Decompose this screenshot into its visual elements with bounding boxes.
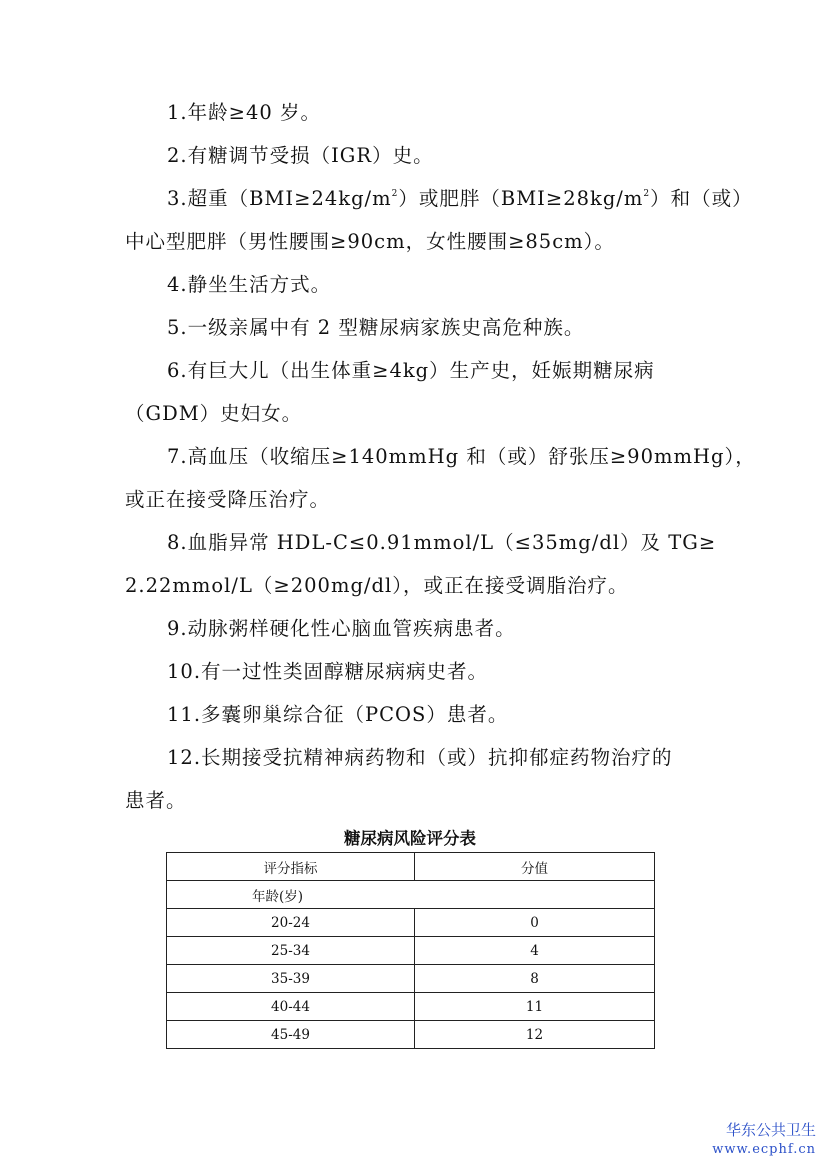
superscript: 2: [643, 189, 651, 199]
group-label: 年龄(岁): [167, 881, 655, 909]
item-text: 2.有糖调节受损（IGR）史。: [167, 144, 434, 167]
age-range-cell: 20-24: [167, 909, 415, 937]
list-item: [167, 694, 697, 736]
item-text: 10.有一过性类固醇糖尿病病史者。: [167, 660, 489, 683]
item-text: 中心型肥胖（男性腰围≥90cm，女性腰围≥85cm）。: [125, 230, 615, 253]
list-item: [167, 178, 753, 220]
item-text: 2.22mmol/L（≥200mg/dl），或正在接受调脂治疗。: [125, 574, 629, 597]
list-item-continuation: [125, 780, 695, 822]
item-text: ）和（或）: [650, 187, 753, 210]
item-text: 或正在接受降压治疗。: [125, 488, 331, 511]
age-range-cell: 35-39: [167, 965, 415, 993]
watermark-name: 华东公共卫生: [725, 1121, 816, 1139]
table-group-row: [167, 881, 655, 909]
item-text: 5.一级亲属中有 2 型糖尿病家族史高危种族。: [167, 316, 585, 339]
header-score: 分值: [415, 853, 655, 881]
score-cell: 0: [415, 909, 655, 937]
item-text: 7.高血压（收缩压≥140mmHg 和（或）舒张压≥90mmHg），: [167, 445, 756, 468]
item-text: 12.长期接受抗精神病药物和（或）抗抑郁症药物治疗的: [167, 746, 673, 769]
list-item: [167, 737, 697, 779]
age-range-cell: 25-34: [167, 937, 415, 965]
item-text: 1.年龄≥40 岁。: [167, 101, 321, 124]
watermark-url: www.ecphf.cn: [712, 1142, 816, 1157]
item-text: 11.多囊卵巢综合征（PCOS）患者。: [167, 703, 509, 726]
list-item: [167, 522, 717, 564]
score-cell: 11: [415, 993, 655, 1021]
table-row: [167, 993, 655, 1021]
list-item: [167, 651, 697, 693]
list-item: [167, 92, 697, 134]
list-item-continuation: [125, 393, 695, 435]
item-text: 患者。: [125, 789, 187, 812]
risk-score-table: [166, 852, 655, 1049]
list-item: [167, 264, 697, 306]
list-item: [167, 436, 756, 478]
site-watermark: [712, 1120, 816, 1160]
item-text: 3.超重（BMI≥24kg/m: [167, 187, 392, 210]
score-cell: 8: [415, 965, 655, 993]
table-title: 糖尿病风险评分表: [344, 829, 476, 848]
header-indicator: 评分指标: [167, 853, 415, 881]
item-text: （GDM）史妇女。: [125, 402, 303, 425]
table-header-row: [167, 853, 655, 881]
table-row: [167, 909, 655, 937]
item-text: 9.动脉粥样硬化性心脑血管疾病患者。: [167, 617, 516, 640]
item-text: 6.有巨大儿（出生体重≥4kg）生产史，妊娠期糖尿病: [167, 359, 655, 382]
table-row: [167, 1021, 655, 1049]
list-item: [167, 608, 697, 650]
item-text: ）或肥胖（BMI≥28kg/m: [398, 187, 644, 210]
list-item-continuation: [125, 479, 695, 521]
superscript: 2: [391, 189, 399, 199]
list-item: [167, 307, 697, 349]
item-text: 4.静坐生活方式。: [167, 273, 332, 296]
list-item-continuation: [125, 565, 695, 607]
age-range-cell: 45-49: [167, 1021, 415, 1049]
table-row: [167, 937, 655, 965]
score-cell: 12: [415, 1021, 655, 1049]
age-range-cell: 40-44: [167, 993, 415, 1021]
list-item: [167, 135, 697, 177]
score-cell: 4: [415, 937, 655, 965]
list-item: [167, 350, 697, 392]
table-row: [167, 965, 655, 993]
item-text: 8.血脂异常 HDL-C≤0.91mmol/L（≤35mg/dl）及 TG≥: [167, 531, 717, 554]
list-item-continuation: [125, 221, 695, 263]
